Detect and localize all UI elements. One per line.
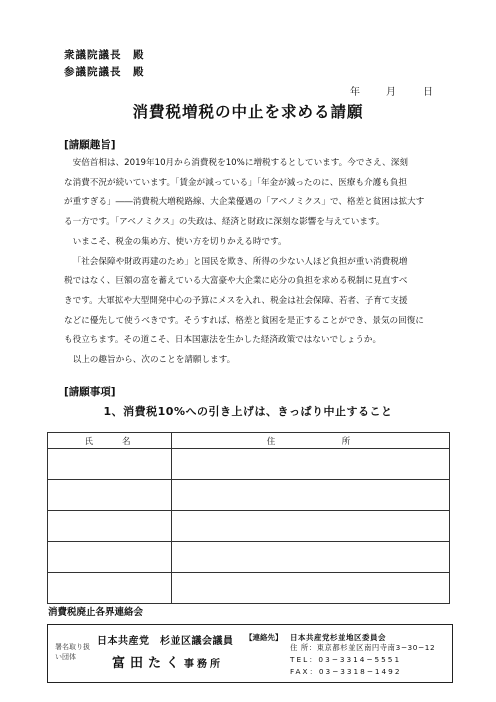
signature-row [48,573,450,604]
purpose-body [64,154,438,371]
office-name [112,652,223,671]
addressee-house-of-representatives: 衆議院議長 殿 [64,49,145,61]
contact-tel: TEL：03−3314−5551 [290,655,402,664]
petition-item-1: 1、消費税10%への引き上げは、きっぱり中止すること [103,405,393,418]
purpose-line: 「社会保障や財政再建のため」と国民を欺き、所得の少ない人ほど負担が重い消費税増 [72,256,408,267]
column-header-name: 氏 名 [48,433,172,449]
address-cell[interactable] [172,573,450,604]
purpose-line: も役立ちます。その道こそ、日本国憲法を生かした経済政策ではないでしょうか。 [64,335,382,346]
signature-handler-label: 署名取り扱い団体 [55,643,90,661]
date-year: 年 [350,87,360,98]
address-cell[interactable] [172,480,450,511]
address-cell[interactable] [172,542,450,573]
address-cell[interactable] [172,449,450,480]
signature-row [48,480,450,511]
purpose-line: 以上の趣旨から、次のことを請願します。 [72,355,236,366]
party-councillor: 日本共産党 杉並区議会議員 [97,636,234,647]
name-cell[interactable] [48,542,172,573]
purpose-line: いまこそ、税金の集め方、使い方を切りかえる時です。 [72,236,287,247]
name-cell[interactable] [48,573,172,604]
office-suffix: 事務所 [184,659,224,670]
contact-address: 住 所：東京都杉並区南円寺南3−30−12 [290,643,436,652]
name-cell[interactable] [48,449,172,480]
signature-row [48,449,450,480]
purpose-line: きです。大軍拡や大型開発中心の予算にメスを入れ、税金は社会保障、若者、子育て支援 [64,295,408,306]
date-day: 日 [423,87,433,98]
name-cell[interactable] [48,480,172,511]
purpose-line: が重すぎる」――消費税大増税路線、大企業優遇の「アベノミクス」で、格差と貧困は拡大す [64,197,425,208]
items-heading: [請願事項] [64,386,116,398]
contact-label: 【連絡先】 [245,633,283,642]
contact-organization: 日本共産党杉並地区委員会 [290,633,386,642]
purpose-heading: [請願趣旨] [64,139,116,151]
organization-name: 消費税廃止各界連絡会 [48,607,144,618]
purpose-line: などに優先して使うべきです。そうすれば、格差と貧困を是正することができ、景気の回復に [64,315,424,326]
name-cell[interactable] [48,511,172,542]
office-person: 富田たく [112,656,185,671]
signature-row [48,511,450,542]
purpose-line: る一方です。「アベノミクス」の失政は、経済と財政に深刻な影響を与えています。 [64,217,385,228]
date-month: 月 [386,87,396,98]
address-cell[interactable] [172,511,450,542]
column-header-address: 住 所 [172,433,450,449]
purpose-line: 安倍首相は、2019年10月から消費税を10%に増税するとしています。今でさえ、深刻 [72,158,408,168]
page-title: 消費税増税の中止を求める請願 [132,103,364,121]
purpose-line: な消費不況が続いています。「賃金が減っている」「年金が減ったのに、医療も介護も負担 [64,177,408,188]
signature-table [47,432,450,604]
purpose-line: 税ではなく、巨額の富を蓄えている大富豪や大企業に応分の負担を求める税制に見直すべ [64,276,408,287]
signature-row [48,542,450,573]
addressee-house-of-councillors: 参議院議長 殿 [64,66,145,78]
contact-fax: FAX：03−3318−1492 [290,667,402,676]
